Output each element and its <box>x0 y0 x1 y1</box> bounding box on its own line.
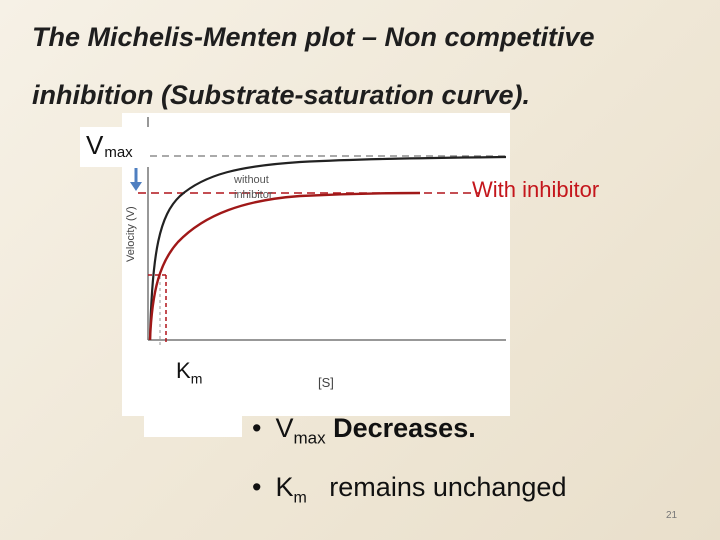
bullet1-text: Decreases. <box>325 413 476 443</box>
bullet-vmax-decreases <box>252 413 476 448</box>
curve-without-inhibitor <box>150 157 506 340</box>
without-inhibitor-label-line1: without <box>234 174 269 186</box>
bullet2-km-main: K <box>275 472 294 502</box>
slide-title-line-1: The Michelis-Menten plot – Non competitive <box>32 22 595 52</box>
bullet2-text: remains unchanged <box>306 472 567 502</box>
km-label <box>176 358 202 386</box>
curve-with-inhibitor <box>150 193 420 340</box>
slide-title-line-2: inhibition (Substrate-saturation curve). <box>32 80 531 110</box>
x-axis-label: [S] <box>318 375 334 390</box>
bullet1-vmax-main: V <box>275 413 294 443</box>
bullet-dot: • <box>252 413 262 443</box>
slide-number: 21 <box>666 510 678 521</box>
bullet-km-unchanged <box>252 472 566 507</box>
y-axis-label: Velocity (V) <box>125 206 137 262</box>
km-label-main: K <box>176 358 191 383</box>
vmax-label <box>80 127 150 167</box>
km-label-sub: m <box>190 370 203 387</box>
bullet1-vmax-sub: max <box>293 428 326 448</box>
with-inhibitor-label: With inhibitor <box>472 177 600 202</box>
bullet-dot: • <box>252 472 262 502</box>
vmax-decrease-arrow-head <box>130 182 142 191</box>
vmax-label-sub: max <box>104 144 133 161</box>
vmax-label-main: V <box>86 130 104 160</box>
bullet2-km-sub: m <box>293 489 307 507</box>
without-inhibitor-label-line2: inhibitor <box>234 189 273 201</box>
